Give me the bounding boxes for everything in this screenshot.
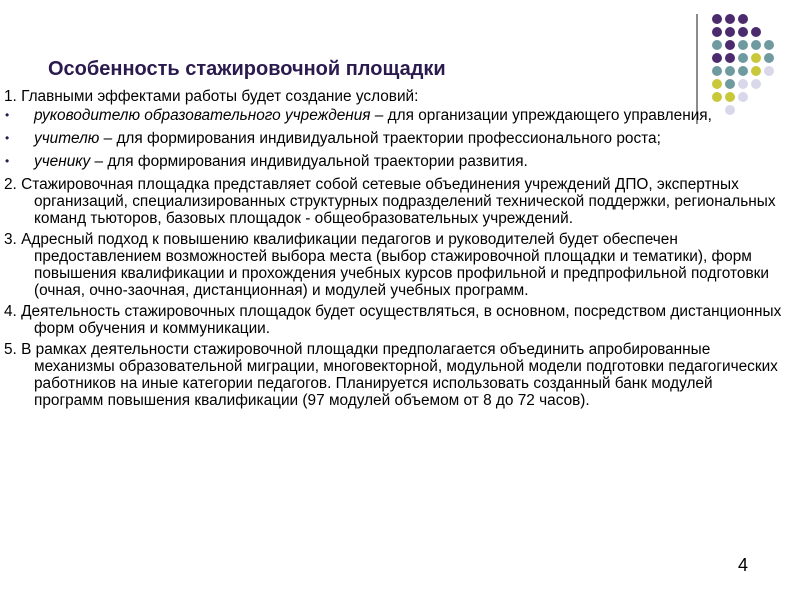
- decorative-dot: [738, 53, 748, 63]
- decorative-dot: [751, 27, 761, 37]
- paragraph-5: 5. В рамках деятельности стажировочной площадки предполагается объединить апробированные механизмы образовательной миграции, многовекторной, модульной модели подготовки педагогических работников на иные категории педагогов. Планируется использовать созданный банк модулей программ повышения квалификации (97 модулей объемом от 8 до 72 часов).: [4, 341, 778, 409]
- paragraph-4: 4. Деятельность стажировочных площадок будет осуществляться, в основном, посредством дистанционных форм обучения и коммуникации.: [4, 303, 782, 337]
- bullet-emphasis: ученику: [34, 153, 91, 170]
- decorative-dot: [738, 27, 748, 37]
- bullet-emphasis: учителю: [34, 130, 100, 147]
- decorative-dot: [712, 14, 722, 24]
- bullet-item-teacher: [4, 130, 784, 147]
- decorative-dot: [764, 53, 774, 63]
- bullet-item-leader: [4, 107, 784, 124]
- decorative-dot: [725, 40, 735, 50]
- decorative-dot: [751, 40, 761, 50]
- decorative-dot: [725, 53, 735, 63]
- bullet-icon: •: [5, 131, 10, 145]
- intro-paragraph: 1. Главными эффектами работы будет создание условий:: [4, 88, 419, 105]
- bullet-icon: •: [5, 108, 10, 122]
- bullet-text: – для формирования индивидуальной траектории профессионального роста;: [99, 130, 661, 147]
- bullet-text: – для формирования индивидуальной траектории развития.: [90, 153, 528, 170]
- slide-body: [4, 88, 784, 413]
- bullet-text: – для организации упреждающего управления,: [370, 107, 712, 124]
- decorative-dot: [725, 14, 735, 24]
- decorative-dot: [725, 27, 735, 37]
- paragraph-2: 2. Стажировочная площадка представляет собой сетевые объединения учреждений ДПО, экспертных организаций, специализированных структурных подразделений технической поддержки, региональных команд тьюторов, базовых площадок - общеобразовательных учреждений.: [4, 176, 776, 227]
- decorative-dot: [712, 66, 722, 76]
- decorative-dot: [725, 66, 735, 76]
- decorative-dot: [712, 40, 722, 50]
- decorative-dot: [712, 53, 722, 63]
- decorative-dot: [764, 66, 774, 76]
- decorative-dot: [738, 66, 748, 76]
- bullet-icon: •: [5, 154, 10, 168]
- decorative-dot: [712, 27, 722, 37]
- bullet-item-student: [4, 153, 784, 170]
- slide-title: Особенность стажировочной площадки: [48, 58, 446, 80]
- page-number: 4: [738, 555, 749, 575]
- paragraph-3: 3. Адресный подход к повышению квалификации педагогов и руководителей будет обеспечен предоставлением возможностей выбора места (выбор стажировочной площадки и тематики), форм повышения квалификации и прохождения учебных курсов профильной и предпрофильной подготовки (очная, очно-заочная, дистанционная) и модулей учебных программ.: [4, 231, 769, 299]
- decorative-dot: [751, 53, 761, 63]
- bullet-emphasis: руководителю образовательного учреждения: [34, 107, 371, 124]
- decorative-dot: [738, 14, 748, 24]
- decorative-dot: [751, 66, 761, 76]
- decorative-dot: [764, 40, 774, 50]
- decorative-dot: [738, 40, 748, 50]
